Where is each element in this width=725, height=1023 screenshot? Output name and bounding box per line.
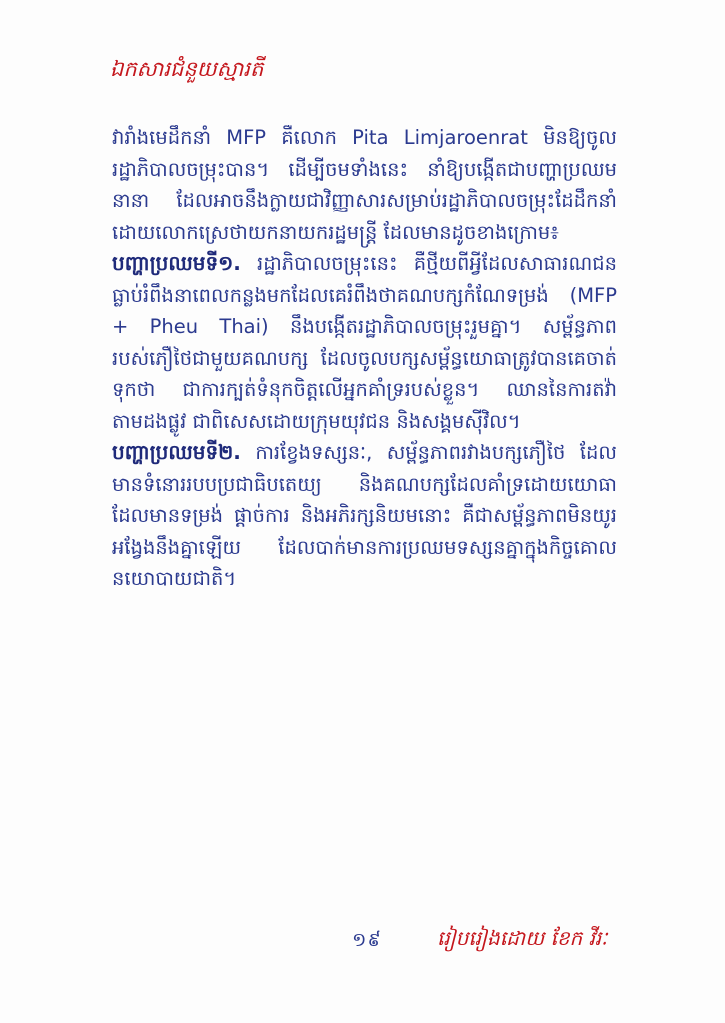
author-credit: រៀបរៀងដោយ ខែក វីរៈ (437, 926, 608, 950)
challenge-text-2: ការខ្វែងទស្សនៈ, សម្ព័ន្ធភាពរវាងបក្សភឿថៃ ដែលមានទំនោររបបប្រជាធិបតេយ្យ និងគណបក្សដែលគាំទ្រដោយយោធា ដែលមានទម្រង់ ផ្តាច់ការ និងអភិរក្សនិយមនោះ គឺជាសម្ព័ន្ធភាពមិនយូរអង្វែងនឹងគ្នាឡើយ ដែលបាក់មានការប្រឈមទស្សនគ្នាក្នុងកិច្ចគោលនយោបាយជាតិ។ (112, 441, 617, 590)
challenge-text-1: រដ្ឋាភិបាលចម្រុះនេះ គឺថ្មីយពីអ្វីដែលសាធារណជនធ្លាប់រំពឹងនាពេលកន្លងមកដែលគេរំពឹងថាគណបក្សកំណែទម្រង់ (MFP + Pheu Thai) នឹងបង្កើតរដ្ឋាភិបាលចម្រុះរួមគ្នា។ សម្ព័ន្ធភាពរបស់ភឿថៃជាមួយគណបក្ស ដែលចូលបក្សសម្ព័ន្ធយោធាត្រូវបានគេចាត់ទុកថា ជាការក្បត់ទំនុកចិត្តលើអ្នកគាំទ្ររបស់ខ្លួន។ ឈាននៃការតវ៉ាតាមដងផ្លូវ ជាពិសេសដោយក្រុមយុវជន និងសង្គមស៊ីវិល។ (112, 252, 617, 433)
challenge-item-2 (112, 437, 617, 595)
header-title: ឯកសារជំនួយស្មារតី (110, 57, 264, 81)
page-number: ១៩ (352, 929, 382, 951)
body-text (112, 122, 617, 595)
challenge-title-2: បញ្ហាប្រឈមទី២. (112, 440, 241, 464)
intro-paragraph: វារាំងមេដឹកនាំ MFP គឺលោក Pita Limjaroenrat មិនឱ្យចូលរដ្ឋាភិបាលចម្រុះបាន។ ដើម្បីចមទាំងនេះ នាំឱ្យបង្កើតជាបញ្ហាប្រឈមនានា ដែលអាចនឹងក្លាយជាវិញ្ញាសារសម្រាប់រដ្ឋាភិបាលចម្រុះដែដឹកនាំដោយលោកស្រេថាយកនាយករដ្ឋមន្ត្រី ដែលមានដូចខាងក្រោម៖ (112, 126, 617, 244)
challenge-item-1 (112, 248, 617, 437)
challenge-title-1: បញ្ហាប្រឈមទី១. (112, 251, 241, 275)
